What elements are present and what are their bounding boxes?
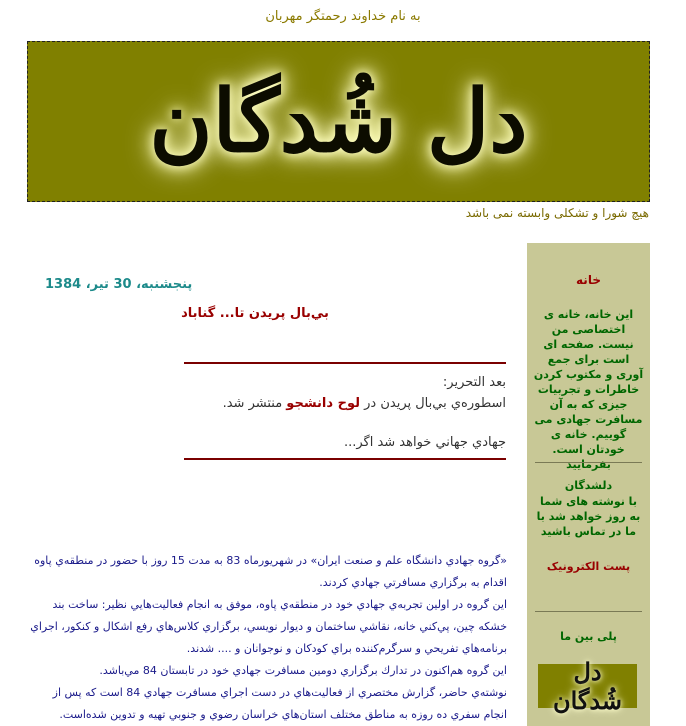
- news-paragraph: «گروه جهادي دانشگاه علم و صنعت ايران» در شهريورماه 83 به مدت 15 روز با حضور در منطقه‌ي پاوه اقدام به برگزاري مسافرتي جهادي كردند.: [34, 554, 507, 589]
- student-tablet-link[interactable]: لوح دانشجو: [286, 396, 360, 411]
- news-body: [30, 550, 507, 726]
- sidebar: [527, 243, 650, 726]
- sidebar-members-title: دلشدگان: [564, 479, 613, 492]
- post-title[interactable]: بي‌بال پريدن تا... گناباد: [181, 306, 329, 321]
- site-tagline: هیچ شورا و تشکلی وابسته نمی باشد: [465, 206, 649, 220]
- world-jihad-link[interactable]: جهادي جهاني خواهد شد اگر...: [343, 435, 506, 450]
- sidebar-home-link[interactable]: خانه: [576, 273, 601, 287]
- published-line-pre: اسطوره‌ي بي‌بال پريدن در: [364, 396, 506, 411]
- published-line-post: منتشر شد.: [222, 396, 283, 411]
- published-line: [223, 396, 506, 411]
- post-date: پنجشنبه، 30 تیر، 1384: [45, 277, 193, 292]
- bismillah-text: به نام خداوند رحمتگر مهربان: [265, 9, 421, 24]
- sidebar-divider: [535, 462, 642, 463]
- sidebar-home-text: این خانه، خانه ی اختصاصی من نیست. صفحه ای است برای جمع آوری و مکتوب کردن خاطرات و تجربیات جیزی که به آن مسافرت جهادی می گوییم. خانه ی خودتان است. بفرمایید: [533, 308, 644, 471]
- news-paragraph: اين گروه در اولين تجربه‌ي جهادي خود در منطقه‌ي پاوه، موفق به انجام فعاليت‌هايي نظير: ساخت بند خشكه چين، پي‌كني خانه، نقاشي ساختمان و ديوار نويسي، برگزاري كلاس‌هاي رفع اشكال و كنكور، اجراي برنامه‌هاي تفريحي و سرگرم‌كننده براي كودكان و نوجوانان و .... شدند.: [30, 598, 507, 655]
- sidebar-members-text: با نوشته های شما به روز خواهد شد با ما در تماس باشید: [536, 495, 641, 538]
- sidebar-mini-logo[interactable]: [538, 657, 637, 715]
- site-banner: [27, 41, 650, 202]
- sidebar-email-link[interactable]: پست الکترونیک: [546, 560, 631, 573]
- post-divider-bottom: [184, 458, 506, 460]
- mini-logo-text: دل شُدگان: [552, 657, 623, 715]
- sidebar-divider: [535, 611, 642, 612]
- afterword-label: بعد التحرير:: [442, 375, 506, 390]
- site-logo: دل شُدگان: [149, 71, 528, 172]
- news-paragraph: اين گروه هم‌اكنون در تدارك برگزاري دومين مسافرت جهادي خود در تابستان 84 مي‌باشد.: [99, 664, 507, 677]
- sidebar-bridge-label: پلی بین ما: [560, 630, 617, 643]
- news-paragraph: نوشته‌ي حاضر، گزارش مختصري از فعاليت‌هاي در دست اجراي مسافرت جهادي 84 است كه پس از انجام سفري ده روزه به مناطق مختلف استان‌هاي خراسان رضوي و جنوبي تهيه و تدوين شده‌است.: [52, 686, 507, 721]
- post-divider-top: [184, 362, 506, 364]
